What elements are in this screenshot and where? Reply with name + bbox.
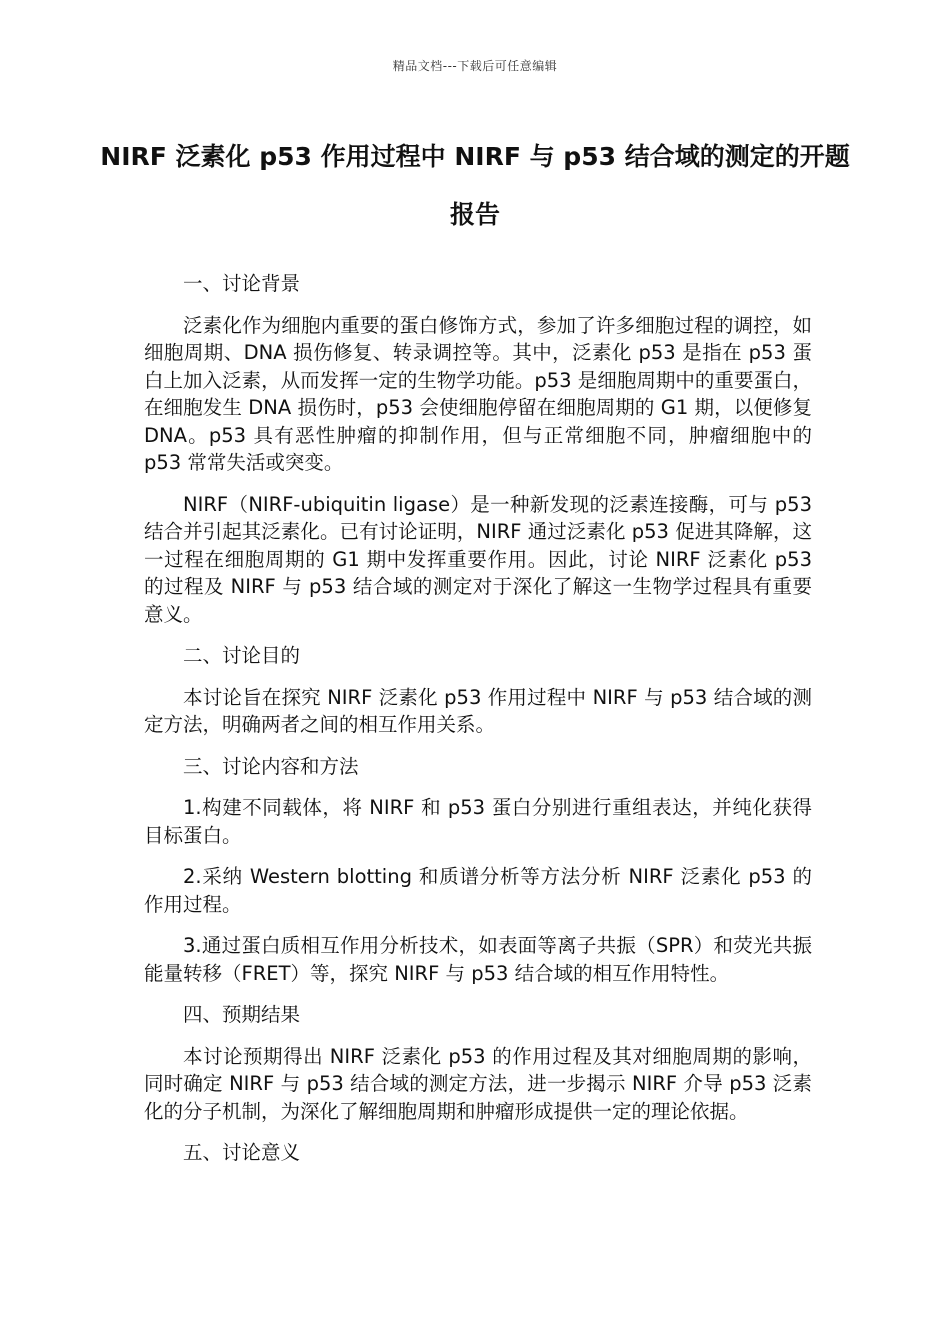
paragraph-expected-results: 本讨论预期得出 NIRF 泛素化 p53 的作用过程及其对细胞周期的影响，同时确定 NIRF 与 p53 结合域的测定方法，进一步揭示 NIRF 介导 p53 泛素化的分子机制，为深化了解细胞周期和肿瘤形成提供一定的理论依据。: [144, 1044, 812, 1123]
section-heading-methods: 三、讨论内容和方法: [183, 754, 359, 778]
methods-item-1: 1.构建不同载体，将 NIRF 和 p53 蛋白分别进行重组表达，并纯化获得目标蛋白。: [144, 796, 812, 847]
document-title: NIRF 泛素化 p53 作用过程中 NIRF 与 p53 结合域的测定的开题报告: [100, 142, 850, 229]
paragraph-purpose: 本讨论旨在探究 NIRF 泛素化 p53 作用过程中 NIRF 与 p53 结合域的测定方法，明确两者之间的相互作用关系。: [144, 685, 812, 736]
section-heading-significance: 五、讨论意义: [183, 1141, 301, 1164]
methods-item-3: 3.通过蛋白质相互作用分析技术，如表面等离子共振（SPR）和荧光共振能量转移（FRET）等，探究 NIRF 与 p53 结合域的相互作用特性。: [144, 934, 812, 985]
methods-item-2: 2.采纳 Western blotting 和质谱分析等方法分析 NIRF 泛素化 p53 的作用过程。: [144, 865, 812, 916]
paragraph-background-2: NIRF（NIRF-ubiquitin ligase）是一种新发现的泛素连接酶，可与 p53 结合并引起其泛素化。已有讨论证明，NIRF 通过泛素化 p53 促进其降解，这一过程在细胞周期的 G1 期中发挥重要作用。因此，讨论 NIRF 泛素化 p53 的过程及 NIRF 与 p53 结合域的测定对于深化了解这一生物学过程具有重要意义。: [144, 492, 812, 626]
header-note: 精品文档---下载后可任意编辑: [392, 59, 558, 73]
paragraph-background-1: 泛素化作为细胞内重要的蛋白修饰方式，参加了许多细胞过程的调控，如细胞周期、DNA 损伤修复、转录调控等。其中，泛素化 p53 是指在 p53 蛋白上加入泛素，从而发挥一定的生物学功能。p53 是细胞周期中的重要蛋白，在细胞发生 DNA 损伤时，p53 会使细胞停留在细胞周期的 G1 期，以便修复 DNA。p53 具有恶性肿瘤的抑制作用，但与正常细胞不同，肿瘤细胞中的 p53 常常失活或突变。: [144, 313, 812, 474]
section-heading-expected-results: 四、预期结果: [183, 1003, 301, 1026]
document-body: [144, 270, 812, 1181]
section-heading-purpose: 二、讨论目的: [183, 644, 301, 667]
section-heading-background: 一、讨论背景: [183, 272, 301, 295]
